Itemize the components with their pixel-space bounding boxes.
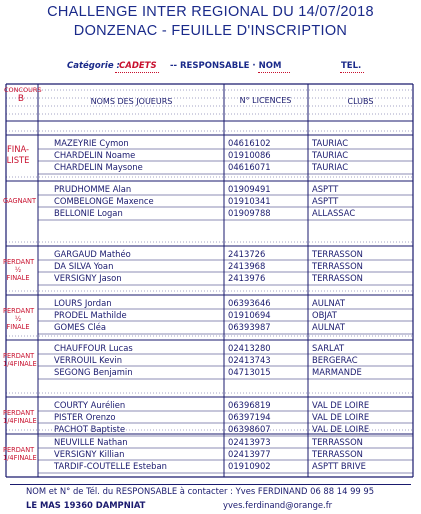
player-name: LOURS Jordan [54,298,112,308]
group-tag-line: PERDANT [3,409,35,417]
footer-contact: NOM et N° de Tél. du RESPONSABLE à contacter : Yves FERDINAND 06 88 14 99 95 [26,486,375,496]
group-tag-line: 1/4FINALE [3,417,37,425]
group-tag [3,307,33,331]
club-name: ASPTT [312,196,339,206]
club-name: VAL DE LOIRE [312,412,370,422]
licence-number: 04713015 [228,367,271,377]
group-tag-line: 1/4FINALE [3,360,37,368]
licence-number: 2413726 [228,249,266,259]
group-tag-line: PERDANT [3,258,35,266]
licence-number: 01909788 [228,208,271,218]
player-name: COMBELONGE Maxence [54,196,154,206]
licence-number: 01910086 [228,150,271,160]
player-name: PRODEL Mathilde [54,310,127,320]
group-tag [3,197,37,205]
group-tag-line: GAGNANT [3,197,37,205]
club-name: AULNAT [312,298,345,308]
club-name: TERRASSON [312,449,363,459]
player-name: CHARDELIN Noame [54,150,136,160]
club-name: TERRASSON [312,437,363,447]
club-name: TAURIAC [312,162,349,172]
player-name: DA SILVA Yoan [54,261,114,271]
club-name: VAL DE LOIRE [312,400,370,410]
licence-number: 01910902 [228,461,271,471]
column-header-licences: N° LICENCES [239,96,292,105]
concours-value: B [17,94,25,104]
group-tag [3,144,33,166]
player-name: CHARDELIN Maysone [54,162,143,172]
club-name: VAL DE LOIRE [312,424,370,434]
category-label: Catégorie : [67,61,120,71]
player-name: VERROUIL Kevin [54,355,122,365]
column-header-clubs: CLUBS [347,97,374,106]
concours-label: CONCOURS [4,86,42,94]
player-name: PRUDHOMME Alan [54,184,132,194]
group-tag [3,352,37,368]
licence-number: 2413968 [228,261,266,271]
title-line-1: CHALLENGE INTER REGIONAL DU 14/07/2018 [47,4,374,20]
licence-number: 04616102 [228,138,271,148]
group-tag-line: PERDANT [3,352,35,360]
column-header-names: NOMS DES JOUEURS [90,97,173,106]
club-name: ASPTT BRIVE [312,461,366,471]
club-name: TERRASSON [312,261,363,271]
concours-cell [4,86,42,104]
group-tag [3,409,37,425]
tel-label: TEL. [341,61,362,71]
club-name: BERGERAC [312,355,358,365]
licence-number: 01909491 [228,184,271,194]
footer-address: LE MAS 19360 DAMPNIAT [26,500,146,510]
licence-number: 2413976 [228,273,266,283]
licence-number: 02413743 [228,355,271,365]
licence-number: 06393646 [228,298,271,308]
club-name: TAURIAC [312,150,349,160]
player-name: BELLONIE Logan [54,208,123,218]
player-name: PACHOT Baptiste [54,424,126,434]
club-name: AULNAT [312,322,345,332]
group-tag [3,258,33,282]
group-tag-line: 1/4FINALE [3,454,37,462]
group-tag-line: PERDANT [3,446,35,454]
licence-number: 06398607 [228,424,271,434]
group-tag [3,446,37,462]
responsable-label: -- RESPONSABLE · NOM [170,61,282,71]
group-tag-line: ½ FINALE [6,315,30,331]
player-name: PISTER Orenzo [54,412,116,422]
club-name: ASPTT [312,184,339,194]
footer-divider [10,484,411,485]
licence-number: 02413977 [228,449,271,459]
title-line-2: DONZENAC - FEUILLE D'INSCRIPTION [73,23,348,39]
group-tag-line: LISTE [6,155,30,165]
licence-number: 06393987 [228,322,271,332]
player-name: GARGAUD Mathéo [54,249,131,259]
club-name: OBJAT [312,310,337,320]
licence-number: 02413973 [228,437,271,447]
club-name: MARMANDE [312,367,362,377]
group-tag-line: FINA- [6,144,30,154]
category-value: CADETS [119,61,157,71]
licence-number: 01910694 [228,310,271,320]
licence-number: 06397194 [228,412,271,422]
club-name: TERRASSON [312,273,363,283]
group-tag-line: PERDANT [3,307,35,315]
group-tag-line: ½ FINALE [6,266,30,282]
player-name: NEUVILLE Nathan [54,437,128,447]
player-name: SEGONG Benjamin [54,367,133,377]
player-name: GOMES Cléa [54,322,107,332]
player-name: VERSIGNY Jason [54,273,122,283]
licence-number: 04616071 [228,162,271,172]
licence-number: 06396819 [228,400,271,410]
player-name: TARDIF-COUTELLE Esteban [54,461,167,471]
club-name: TAURIAC [312,138,349,148]
licence-number: 01910341 [228,196,271,206]
club-name: SARLAT [312,343,345,353]
player-name: CHAUFFOUR Lucas [54,343,133,353]
player-name: COURTY Aurélien [54,400,126,410]
licence-number: 02413280 [228,343,271,353]
club-name: ALLASSAC [312,208,356,218]
club-name: TERRASSON [312,249,363,259]
footer-email: yves.ferdinand@orange.fr [223,500,333,510]
player-name: MAZEYRIE Cymon [54,138,129,148]
player-name: VERSIGNY Killian [54,449,125,459]
